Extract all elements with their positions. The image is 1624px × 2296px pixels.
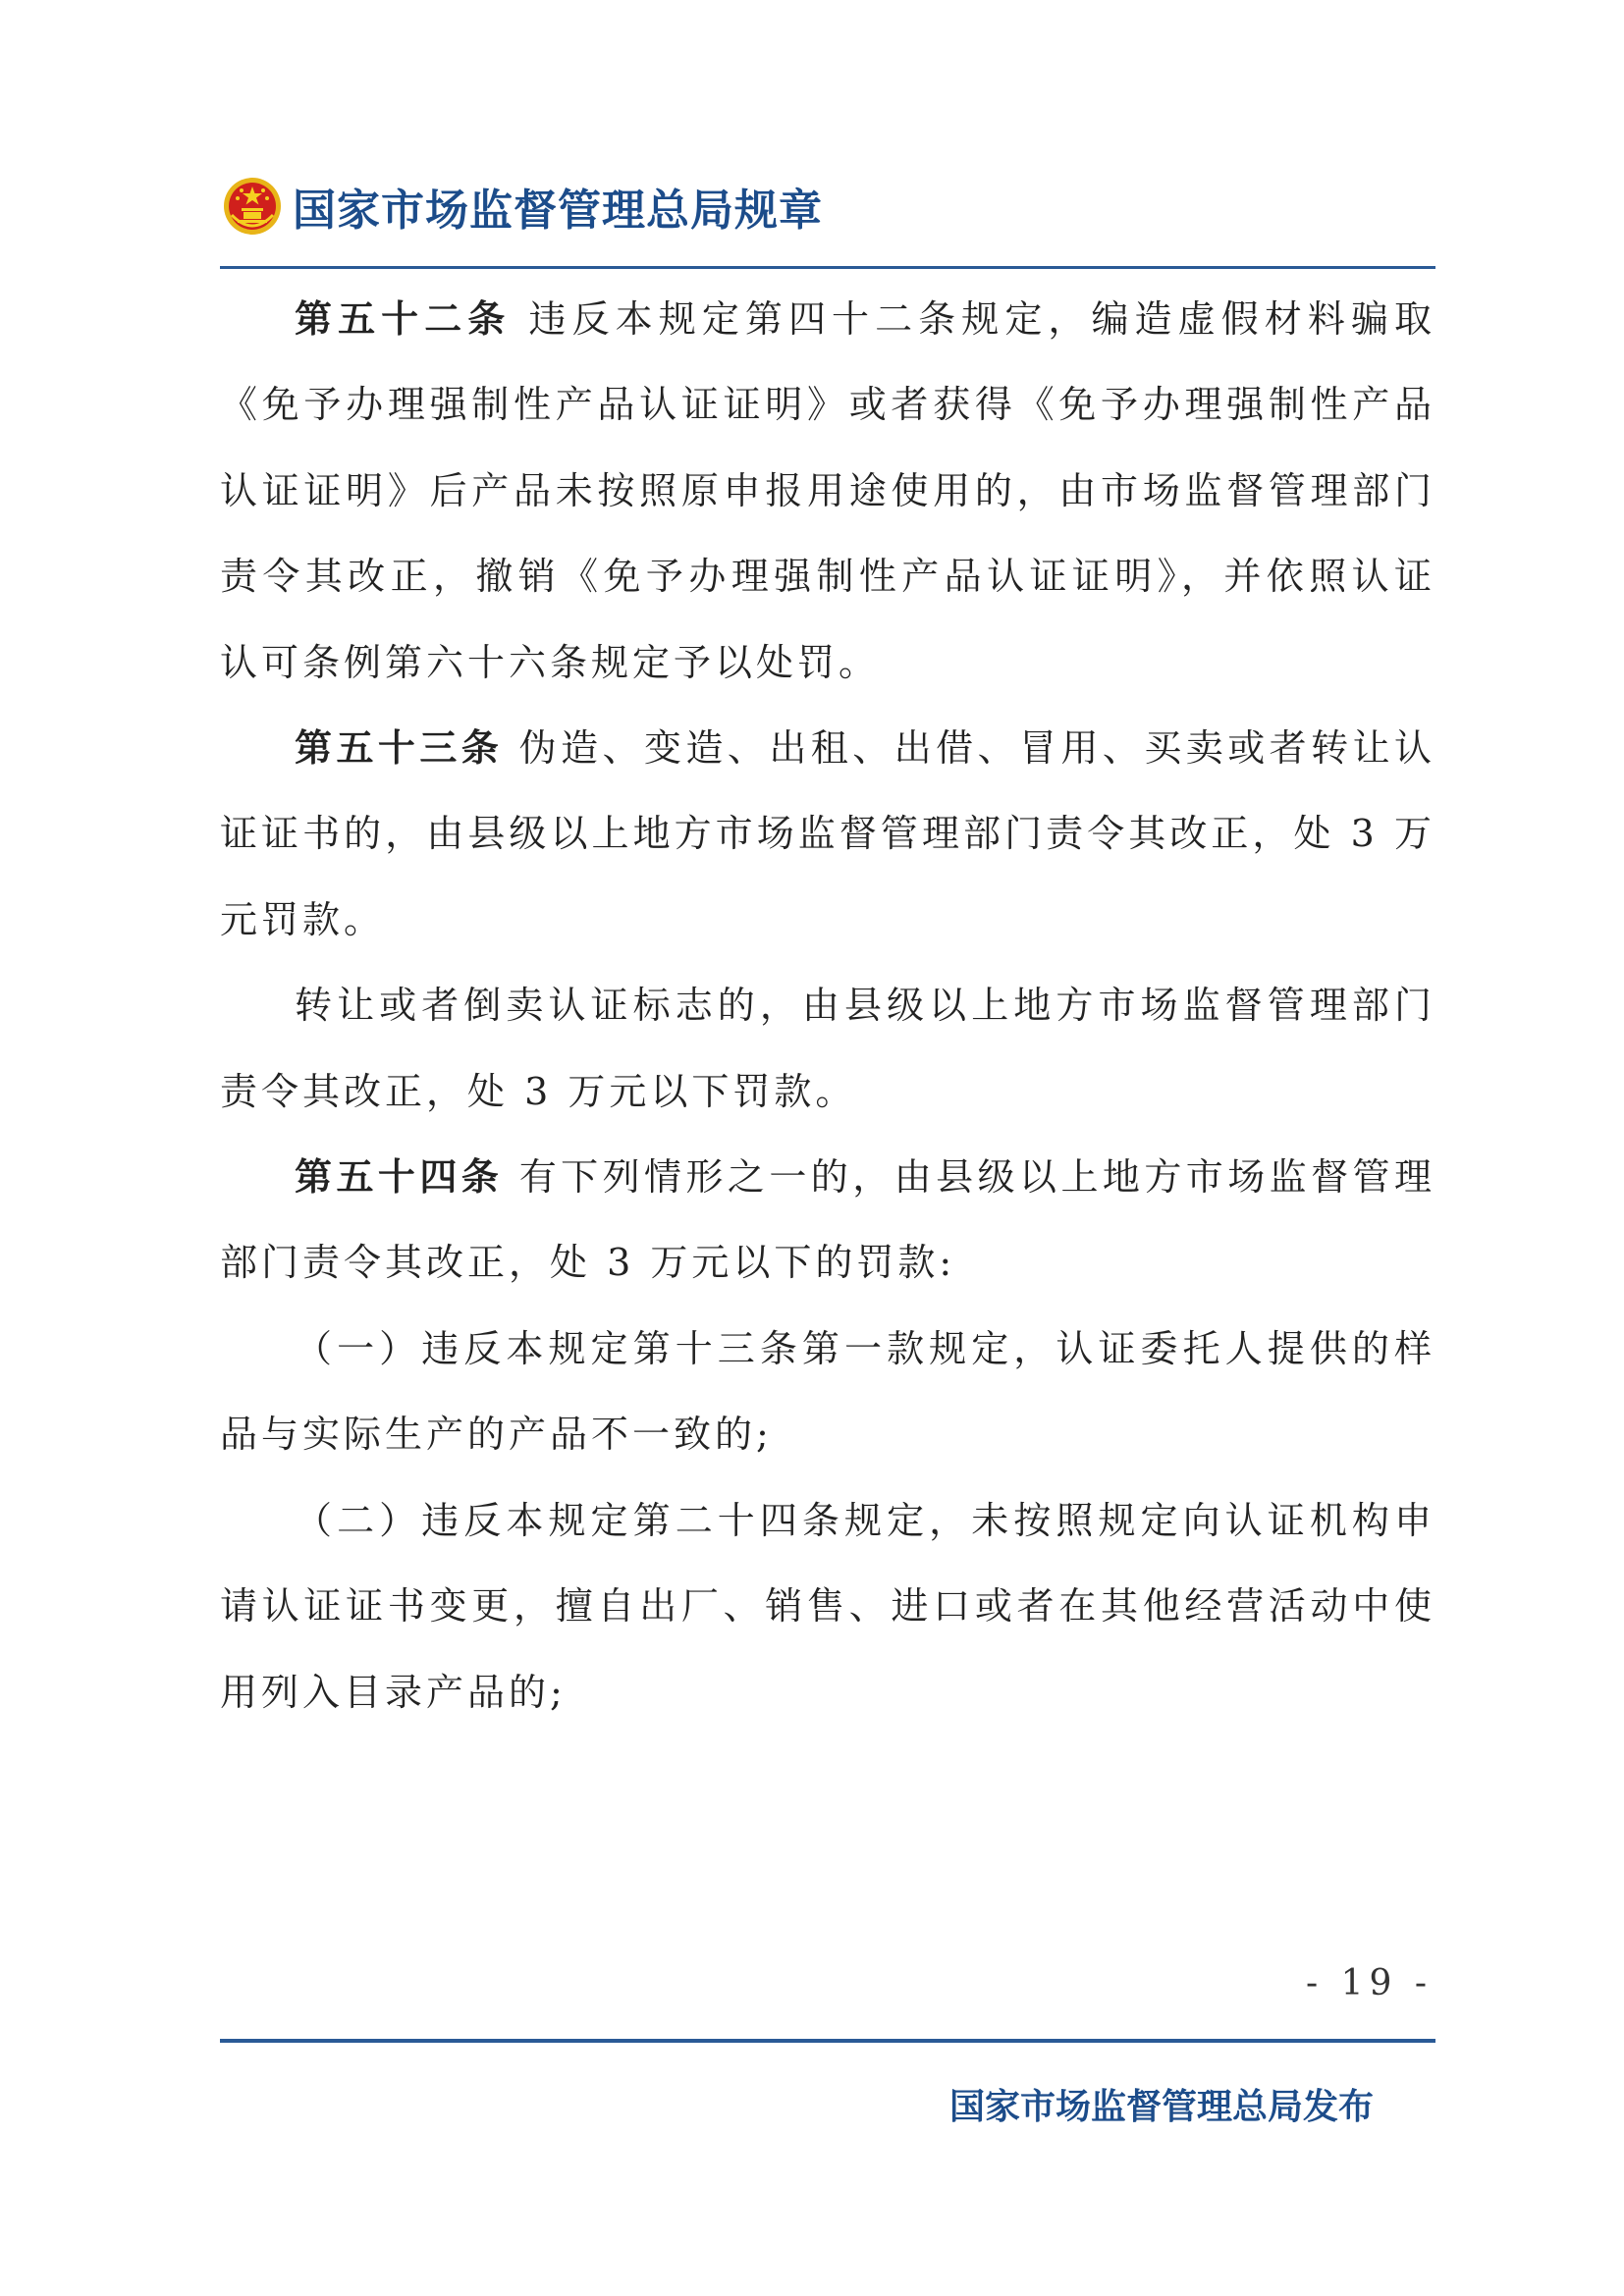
article-number: 第五十二条 (295, 297, 512, 341)
paragraph (220, 963, 1435, 1135)
paragraph-text: 有下列情形之一的，由县级以上地方市场监督管理部门责令其改正，处 3 万元以下的罚款: (220, 1155, 1435, 1285)
paragraph (220, 706, 1435, 963)
paragraph-text: 伪造、变造、出租、出借、冒用、买卖或者转让认证证书的，由县级以上地方市场监督管理部门责令其改正，处 3 万元罚款。 (220, 726, 1435, 941)
footer-divider (220, 2039, 1435, 2043)
page-header (222, 175, 823, 238)
paragraph (220, 1478, 1435, 1735)
paragraph-text: 转让或者倒卖认证标志的，由县级以上地方市场监督管理部门责令其改正，处 3 万元以下罚款。 (220, 984, 1435, 1113)
paragraph (220, 1307, 1435, 1478)
paragraph-text: （二）违反本规定第二十四条规定，未按照规定向认证机构申请认证证书变更，擅自出厂、销售、进口或者在其他经营活动中使用列入目录产品的; (220, 1498, 1435, 1714)
paragraph-text: 违反本规定第四十二条规定，编造虚假材料骗取《免予办理强制性产品认证证明》或者获得《免予办理强制性产品认证证明》后产品未按照原申报用途使用的，由市场监督管理部门责令其改正，撤销《免予办理强制性产品认证证明》，并依照认证认可条例第六十六条规定予以处罚。 (220, 297, 1435, 684)
paragraph (220, 277, 1435, 706)
paragraph (220, 1135, 1435, 1307)
header-divider (220, 266, 1435, 269)
national-emblem-icon (222, 176, 283, 237)
page-number: - 19 - (1306, 1963, 1434, 2003)
paragraph-text: （一）违反本规定第十三条第一款规定，认证委托人提供的样品与实际生产的产品不一致的; (220, 1326, 1435, 1457)
article-number: 第五十三条 (295, 726, 504, 771)
footer-publisher: 国家市场监督管理总局发布 (948, 2087, 1374, 2127)
regulation-body (220, 277, 1435, 1735)
article-number: 第五十四条 (295, 1155, 504, 1200)
header-title: 国家市场监督管理总局规章 (293, 186, 823, 236)
